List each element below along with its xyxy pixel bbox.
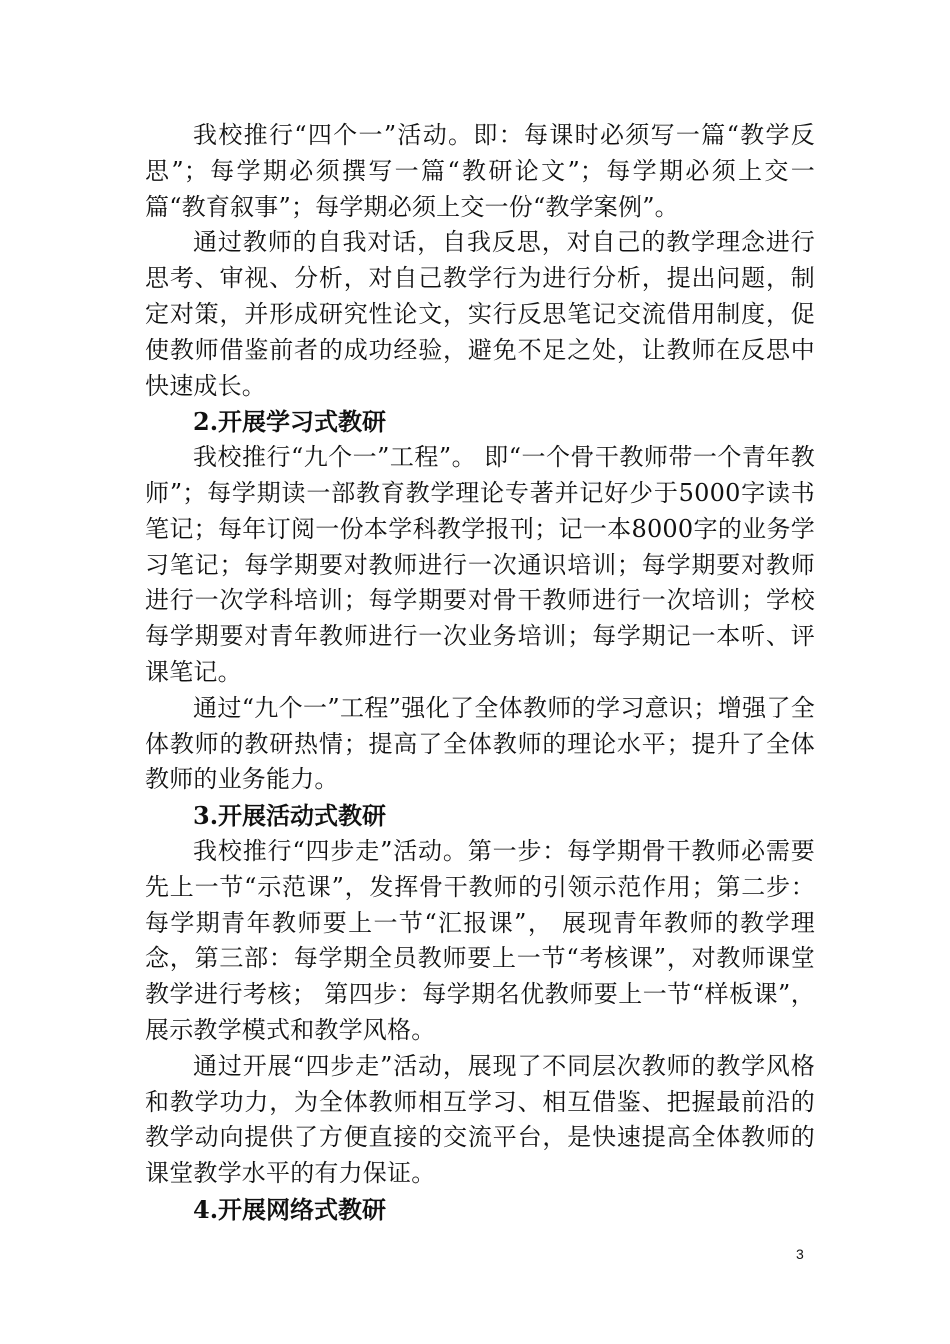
paragraph-four-activities: 我校推行“四个一”活动。即：每课时必须写一篇“教学反思”；每学期必须撰写一篇“教研论文”；每学期必须上交一篇“教育叙事”；每学期必须上交一份“教学案例”。 <box>145 121 815 221</box>
paragraph-four-steps: 我校推行“四步走”活动。第一步：每学期骨干教师必需要先上一节“示范课”，发挥骨干教师的引领示范作用；第二步：每学期青年教师要上一节“汇报课”， 展现青年教师的教学理念，第三部：每学期全员教师要上一节“考核课”，对教师课堂教学进行考核； 第四步：每学期名优教师要上一节“样板课”， 展示教学模式和教学风格。 <box>145 836 815 1044</box>
section-heading-activity-research: 3.开展活动式教研 <box>193 801 387 831</box>
page-number: 3 <box>796 1246 804 1262</box>
section-heading-network-research: 4.开展网络式教研 <box>193 1194 387 1224</box>
document-body <box>145 118 815 1228</box>
section-heading-learning-research: 2.开展学习式教研 <box>193 407 387 437</box>
paragraph-nine-project-result: 通过“九个一”工程”强化了全体教师的学习意识；增强了全体教师的教研热情；提高了全体教师的理论水平；提升了全体教师的业务能力。 <box>145 693 815 794</box>
paragraph-self-reflection: 通过教师的自我对话，自我反思，对自己的教学理念进行思考、审视、分析，对自己教学行为进行分析，提出问题，制定对策，并形成研究性论文，实行反思笔记交流借用制度，促使教师借鉴前者的成功经验，避免不足之处，让教师在反思中快速成长。 <box>145 228 815 400</box>
paragraph-nine-project: 我校推行“九个一”工程”。 即“一个骨干教师带一个青年教师”；每学期读一部教育教学理论专著并记好少于5000字读书笔记；每年订阅一份本学科教学报刊；记一本8000字的业务学习笔记；每学期要对教师进行一次通识培训；每学期要对教师进行一次学科培训；每学期要对骨干教师进行一次培训；学校每学期要对青年教师进行一次业务培训；每学期记一本听、评课笔记。 <box>145 443 815 686</box>
paragraph-four-steps-result: 通过开展“四步走”活动，展现了不同层次教师的教学风格和教学功力，为全体教师相互学习、相互借鉴、把握最前沿的教学动向提供了方便直接的交流平台，是快速提高全体教师的课堂教学水平的有力保证。 <box>145 1051 815 1188</box>
